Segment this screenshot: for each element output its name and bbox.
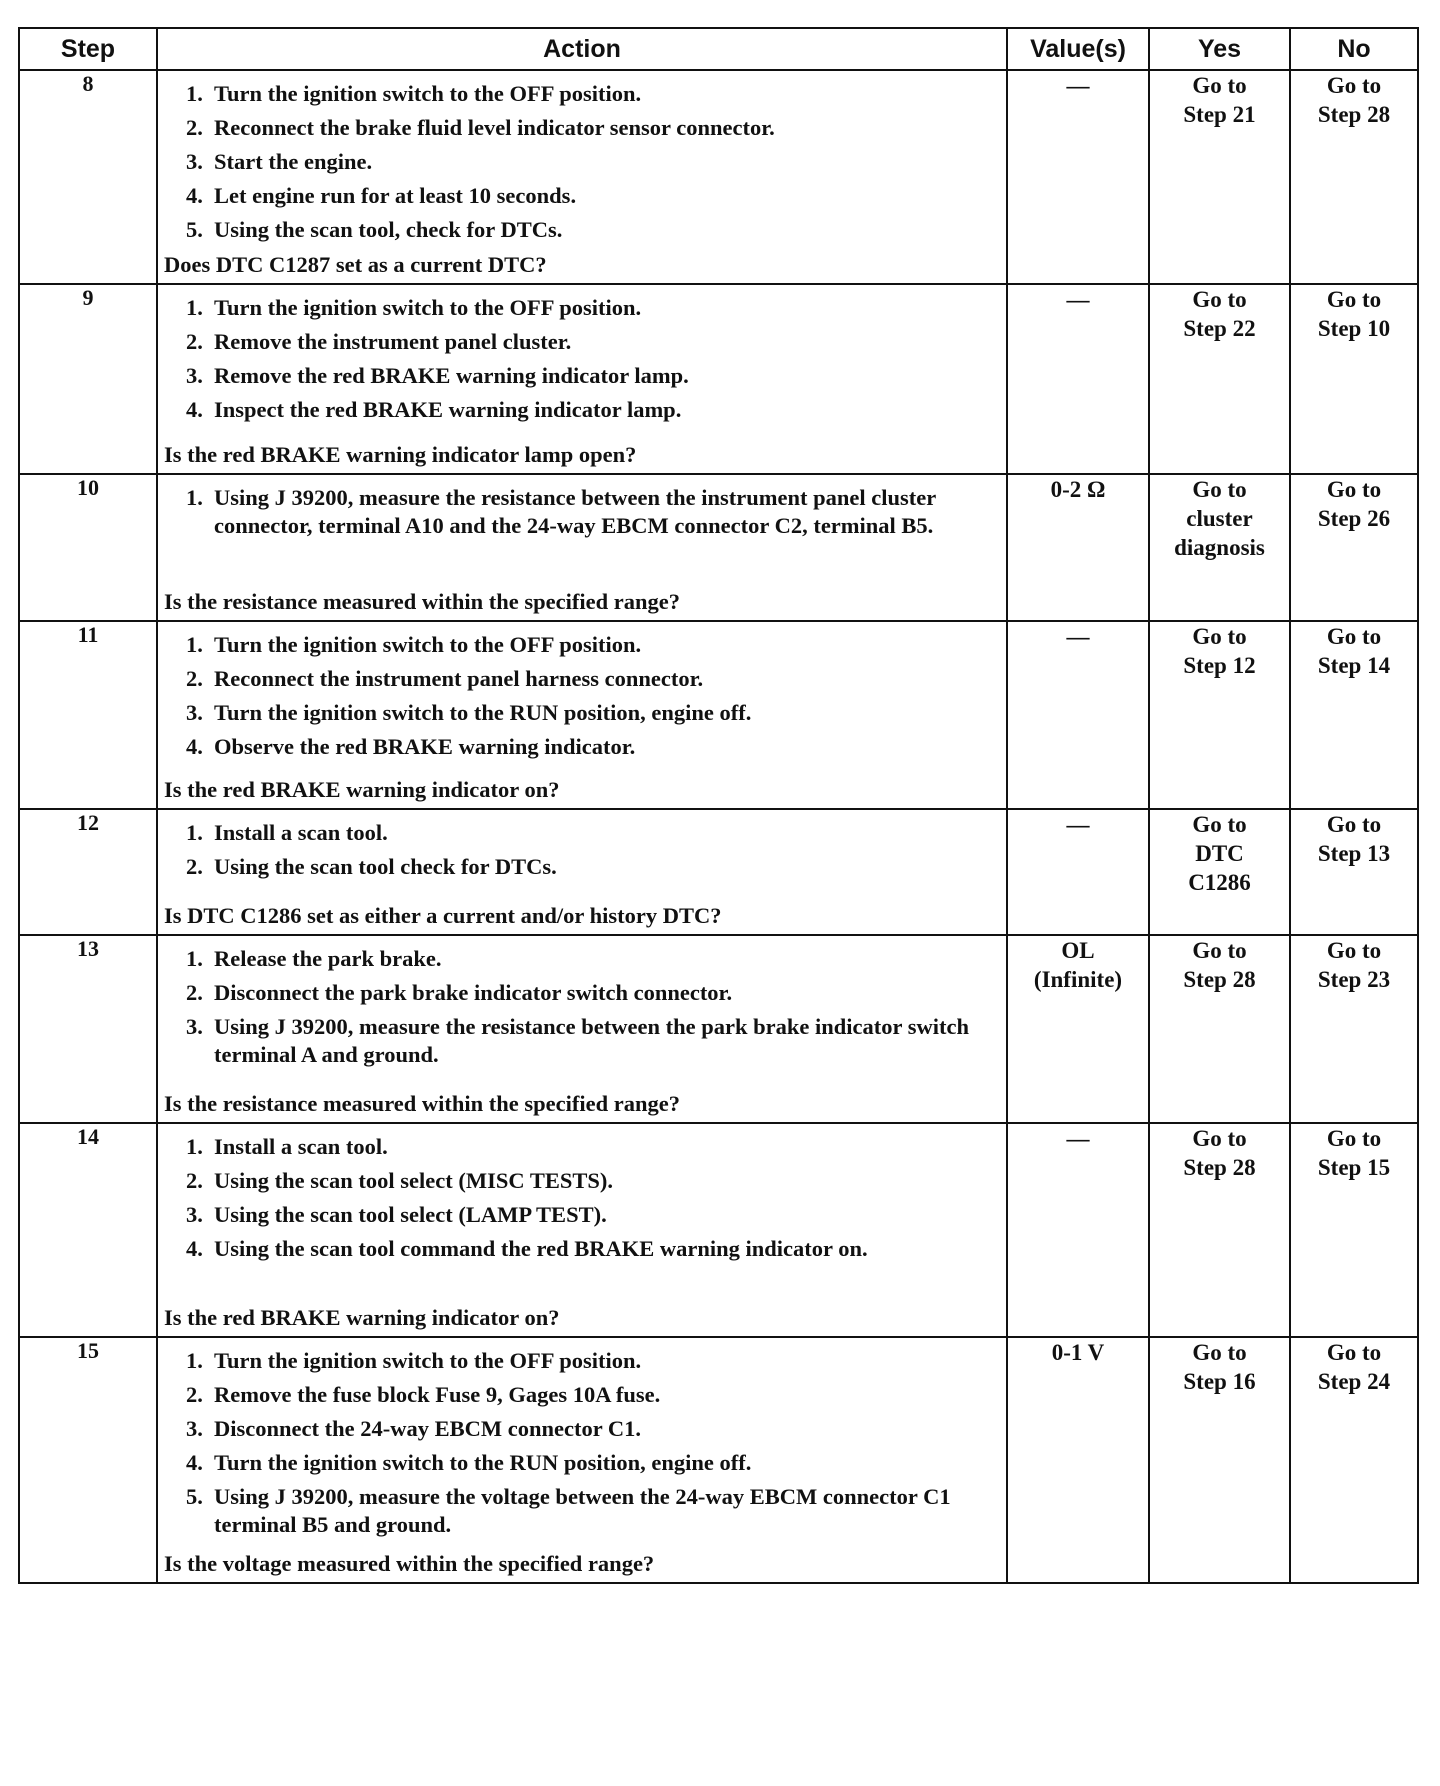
header-action: Action xyxy=(157,28,1007,70)
value-cell xyxy=(1007,70,1149,284)
action-step xyxy=(186,730,998,764)
action-step-number: 2. xyxy=(186,1382,203,1407)
action-steps xyxy=(164,481,998,540)
action-step-text: Turn the ignition switch to the RUN position, engine off. xyxy=(214,1450,752,1475)
no-cell xyxy=(1290,474,1418,621)
action-step-text: Using J 39200, measure the voltage between the 24-way EBCM connector C1 terminal B5 and ground. xyxy=(214,1484,951,1537)
action-step-number: 1. xyxy=(186,295,203,320)
table-row xyxy=(19,1337,1418,1583)
action-step-text: Using the scan tool select (MISC TESTS). xyxy=(214,1168,613,1193)
action-step-text: Using J 39200, measure the resistance between the instrument panel cluster connector, terminal A10 and the 24-way EBCM connector C2, terminal B5. xyxy=(214,485,936,538)
no-line: Step 23 xyxy=(1317,967,1391,992)
step-number: 9 xyxy=(19,284,157,474)
table-row xyxy=(19,935,1418,1123)
action-step-number: 4. xyxy=(186,183,203,208)
action-cell xyxy=(157,621,1007,809)
action-step-text: Observe the red BRAKE warning indicator. xyxy=(214,734,636,759)
action-step xyxy=(186,816,998,850)
no-line: Step 28 xyxy=(1317,102,1391,127)
action-step-text: Disconnect the 24-way EBCM connector C1. xyxy=(214,1416,642,1441)
no-line: Step 15 xyxy=(1317,1155,1391,1180)
action-cell xyxy=(157,1123,1007,1337)
value-line: — xyxy=(1066,812,1090,837)
yes-cell xyxy=(1149,621,1290,809)
yes-line: Go to xyxy=(1192,1126,1247,1151)
step-number: 15 xyxy=(19,1337,157,1583)
yes-line: diagnosis xyxy=(1174,535,1265,560)
value-line: (Infinite) xyxy=(1033,967,1123,992)
action-question: Is DTC C1286 set as either a current and/or history DTC? xyxy=(164,903,722,928)
action-step-number: 2. xyxy=(186,1168,203,1193)
no-cell xyxy=(1290,621,1418,809)
no-line: Go to xyxy=(1326,287,1382,312)
no-line: Go to xyxy=(1326,812,1382,837)
yes-line: Step 22 xyxy=(1183,316,1256,341)
yes-line: Go to xyxy=(1192,287,1247,312)
action-step-text: Reconnect the brake fluid level indicator sensor connector. xyxy=(214,115,775,140)
action-step-text: Install a scan tool. xyxy=(214,820,388,845)
no-line: Step 14 xyxy=(1317,653,1391,678)
action-cell xyxy=(157,284,1007,474)
action-steps xyxy=(164,1344,998,1539)
action-step xyxy=(186,1164,998,1198)
action-step xyxy=(186,696,998,730)
action-step xyxy=(186,628,998,662)
action-step-number: 1. xyxy=(186,632,203,657)
action-step-number: 2. xyxy=(186,329,203,354)
action-steps xyxy=(164,77,998,247)
no-line: Step 26 xyxy=(1317,506,1391,531)
action-step xyxy=(186,976,998,1010)
header-no: No xyxy=(1290,28,1418,70)
table-row xyxy=(19,1123,1418,1337)
yes-line: DTC xyxy=(1195,841,1244,866)
diagnostic-table xyxy=(18,27,1419,1584)
action-step xyxy=(186,145,998,179)
value-line: — xyxy=(1066,1126,1090,1151)
value-line: 0-2 Ω xyxy=(1050,477,1106,502)
action-step-number: 3. xyxy=(186,700,203,725)
action-step-text: Install a scan tool. xyxy=(214,1134,388,1159)
action-question: Is the red BRAKE warning indicator on? xyxy=(164,1305,560,1330)
action-step xyxy=(186,1378,998,1412)
no-cell xyxy=(1290,809,1418,935)
yes-cell xyxy=(1149,1337,1290,1583)
action-step-text: Inspect the red BRAKE warning indicator lamp. xyxy=(214,397,682,422)
action-step-number: 5. xyxy=(186,217,203,242)
value-line: 0-1 V xyxy=(1051,1340,1105,1365)
action-step-text: Using the scan tool command the red BRAKE warning indicator on. xyxy=(214,1236,868,1261)
value-cell xyxy=(1007,935,1149,1123)
action-step xyxy=(186,359,998,393)
action-step-text: Turn the ignition switch to the OFF position. xyxy=(214,295,642,320)
action-step-text: Using the scan tool, check for DTCs. xyxy=(214,217,563,242)
step-number: 14 xyxy=(19,1123,157,1337)
value-cell xyxy=(1007,284,1149,474)
action-step xyxy=(186,1130,998,1164)
action-step-number: 1. xyxy=(186,820,203,845)
action-step xyxy=(186,662,998,696)
action-step-text: Start the engine. xyxy=(214,149,373,174)
action-step xyxy=(186,1446,998,1480)
yes-line: Step 28 xyxy=(1183,967,1256,992)
action-question: Is the red BRAKE warning indicator on? xyxy=(164,777,560,802)
header-row xyxy=(19,28,1418,70)
yes-line: C1286 xyxy=(1188,870,1251,895)
step-number: 10 xyxy=(19,474,157,621)
action-step-text: Turn the ignition switch to the OFF position. xyxy=(214,81,642,106)
table-row xyxy=(19,284,1418,474)
no-cell xyxy=(1290,1337,1418,1583)
value-line: — xyxy=(1066,624,1090,649)
action-step xyxy=(186,942,998,976)
action-step-number: 2. xyxy=(186,666,203,691)
step-number: 11 xyxy=(19,621,157,809)
action-step xyxy=(186,1480,998,1539)
yes-line: Go to xyxy=(1192,73,1247,98)
no-line: Step 13 xyxy=(1317,841,1391,866)
value-line: OL xyxy=(1061,938,1095,963)
table-row xyxy=(19,809,1418,935)
action-cell xyxy=(157,1337,1007,1583)
yes-line: Go to xyxy=(1192,624,1247,649)
action-step-number: 3. xyxy=(186,363,203,388)
action-step-number: 4. xyxy=(186,1450,203,1475)
value-cell xyxy=(1007,1337,1149,1583)
no-cell xyxy=(1290,284,1418,474)
step-number: 8 xyxy=(19,70,157,284)
action-step-text: Using the scan tool check for DTCs. xyxy=(214,854,557,879)
action-step-text: Using J 39200, measure the resistance between the park brake indicator switch terminal A and ground. xyxy=(214,1014,969,1067)
step-number: 12 xyxy=(19,809,157,935)
action-cell xyxy=(157,474,1007,621)
action-cell xyxy=(157,935,1007,1123)
no-cell xyxy=(1290,935,1418,1123)
no-line: Step 24 xyxy=(1317,1369,1391,1394)
action-step-text: Turn the ignition switch to the OFF position. xyxy=(214,632,642,657)
action-step-number: 1. xyxy=(186,485,203,510)
action-step-text: Disconnect the park brake indicator switch connector. xyxy=(214,980,733,1005)
action-step-number: 4. xyxy=(186,397,203,422)
header-yes: Yes xyxy=(1149,28,1290,70)
action-step-number: 1. xyxy=(186,81,203,106)
action-step-text: Reconnect the instrument panel harness connector. xyxy=(214,666,704,691)
value-line: — xyxy=(1066,287,1090,312)
action-step-text: Remove the red BRAKE warning indicator lamp. xyxy=(214,363,689,388)
action-step xyxy=(186,325,998,359)
action-step-number: 2. xyxy=(186,980,203,1005)
action-step xyxy=(186,850,998,884)
yes-line: Go to xyxy=(1192,1340,1247,1365)
action-step xyxy=(186,481,998,540)
action-step-number: 4. xyxy=(186,1236,203,1261)
action-steps xyxy=(164,816,998,884)
action-cell xyxy=(157,809,1007,935)
action-question: Is the resistance measured within the specified range? xyxy=(164,589,681,614)
action-step xyxy=(186,77,998,111)
action-step-number: 3. xyxy=(186,1014,203,1039)
action-step xyxy=(186,213,998,247)
action-step xyxy=(186,393,998,427)
action-steps xyxy=(164,942,998,1069)
no-line: Step 10 xyxy=(1317,316,1391,341)
yes-cell xyxy=(1149,70,1290,284)
no-line: Go to xyxy=(1326,1126,1382,1151)
action-step xyxy=(186,1412,998,1446)
no-cell xyxy=(1290,70,1418,284)
yes-line: Step 28 xyxy=(1183,1155,1256,1180)
step-number: 13 xyxy=(19,935,157,1123)
action-step-text: Using the scan tool select (LAMP TEST). xyxy=(214,1202,607,1227)
yes-cell xyxy=(1149,474,1290,621)
action-step xyxy=(186,1010,998,1069)
action-step-number: 3. xyxy=(186,149,203,174)
action-step-text: Turn the ignition switch to the OFF position. xyxy=(214,1348,642,1373)
action-question: Does DTC C1287 set as a current DTC? xyxy=(164,252,547,277)
yes-line: cluster xyxy=(1186,506,1253,531)
table-row xyxy=(19,474,1418,621)
yes-line: Go to xyxy=(1192,477,1247,502)
action-step-number: 1. xyxy=(186,946,203,971)
action-step xyxy=(186,1232,998,1266)
action-steps xyxy=(164,628,998,764)
table-row xyxy=(19,621,1418,809)
action-step-number: 1. xyxy=(186,1134,203,1159)
action-step xyxy=(186,291,998,325)
no-cell xyxy=(1290,1123,1418,1337)
action-step-number: 2. xyxy=(186,115,203,140)
action-question: Is the voltage measured within the specified range? xyxy=(164,1551,655,1576)
no-line: Go to xyxy=(1326,73,1382,98)
action-step xyxy=(186,1198,998,1232)
no-line: Go to xyxy=(1326,477,1382,502)
action-question: Is the resistance measured within the specified range? xyxy=(164,1091,681,1116)
action-step-text: Turn the ignition switch to the RUN position, engine off. xyxy=(214,700,752,725)
action-step-number: 1. xyxy=(186,1348,203,1373)
value-cell xyxy=(1007,621,1149,809)
action-step xyxy=(186,1344,998,1378)
yes-cell xyxy=(1149,1123,1290,1337)
header-value: Value(s) xyxy=(1007,28,1149,70)
yes-cell xyxy=(1149,809,1290,935)
action-step-number: 3. xyxy=(186,1416,203,1441)
action-step-number: 2. xyxy=(186,854,203,879)
yes-line: Step 12 xyxy=(1183,653,1256,678)
action-step-text: Let engine run for at least 10 seconds. xyxy=(214,183,577,208)
action-question: Is the red BRAKE warning indicator lamp open? xyxy=(164,442,637,467)
value-cell xyxy=(1007,1123,1149,1337)
action-step-text: Remove the fuse block Fuse 9, Gages 10A fuse. xyxy=(214,1382,661,1407)
action-steps xyxy=(164,1130,998,1266)
action-step-number: 5. xyxy=(186,1484,203,1509)
yes-line: Step 21 xyxy=(1183,102,1256,127)
no-line: Go to xyxy=(1326,938,1382,963)
action-step-number: 4. xyxy=(186,734,203,759)
action-step-text: Remove the instrument panel cluster. xyxy=(214,329,572,354)
value-cell xyxy=(1007,809,1149,935)
yes-line: Go to xyxy=(1192,812,1247,837)
action-step-text: Release the park brake. xyxy=(214,946,442,971)
value-line: — xyxy=(1066,73,1090,98)
action-cell xyxy=(157,70,1007,284)
value-cell xyxy=(1007,474,1149,621)
action-step xyxy=(186,111,998,145)
yes-cell xyxy=(1149,935,1290,1123)
action-step xyxy=(186,179,998,213)
action-step-number: 3. xyxy=(186,1202,203,1227)
yes-cell xyxy=(1149,284,1290,474)
no-line: Go to xyxy=(1326,624,1382,649)
action-steps xyxy=(164,291,998,427)
yes-line: Step 16 xyxy=(1183,1369,1256,1394)
yes-line: Go to xyxy=(1192,938,1247,963)
header-step: Step xyxy=(19,28,157,70)
no-line: Go to xyxy=(1326,1340,1382,1365)
table-row xyxy=(19,70,1418,284)
